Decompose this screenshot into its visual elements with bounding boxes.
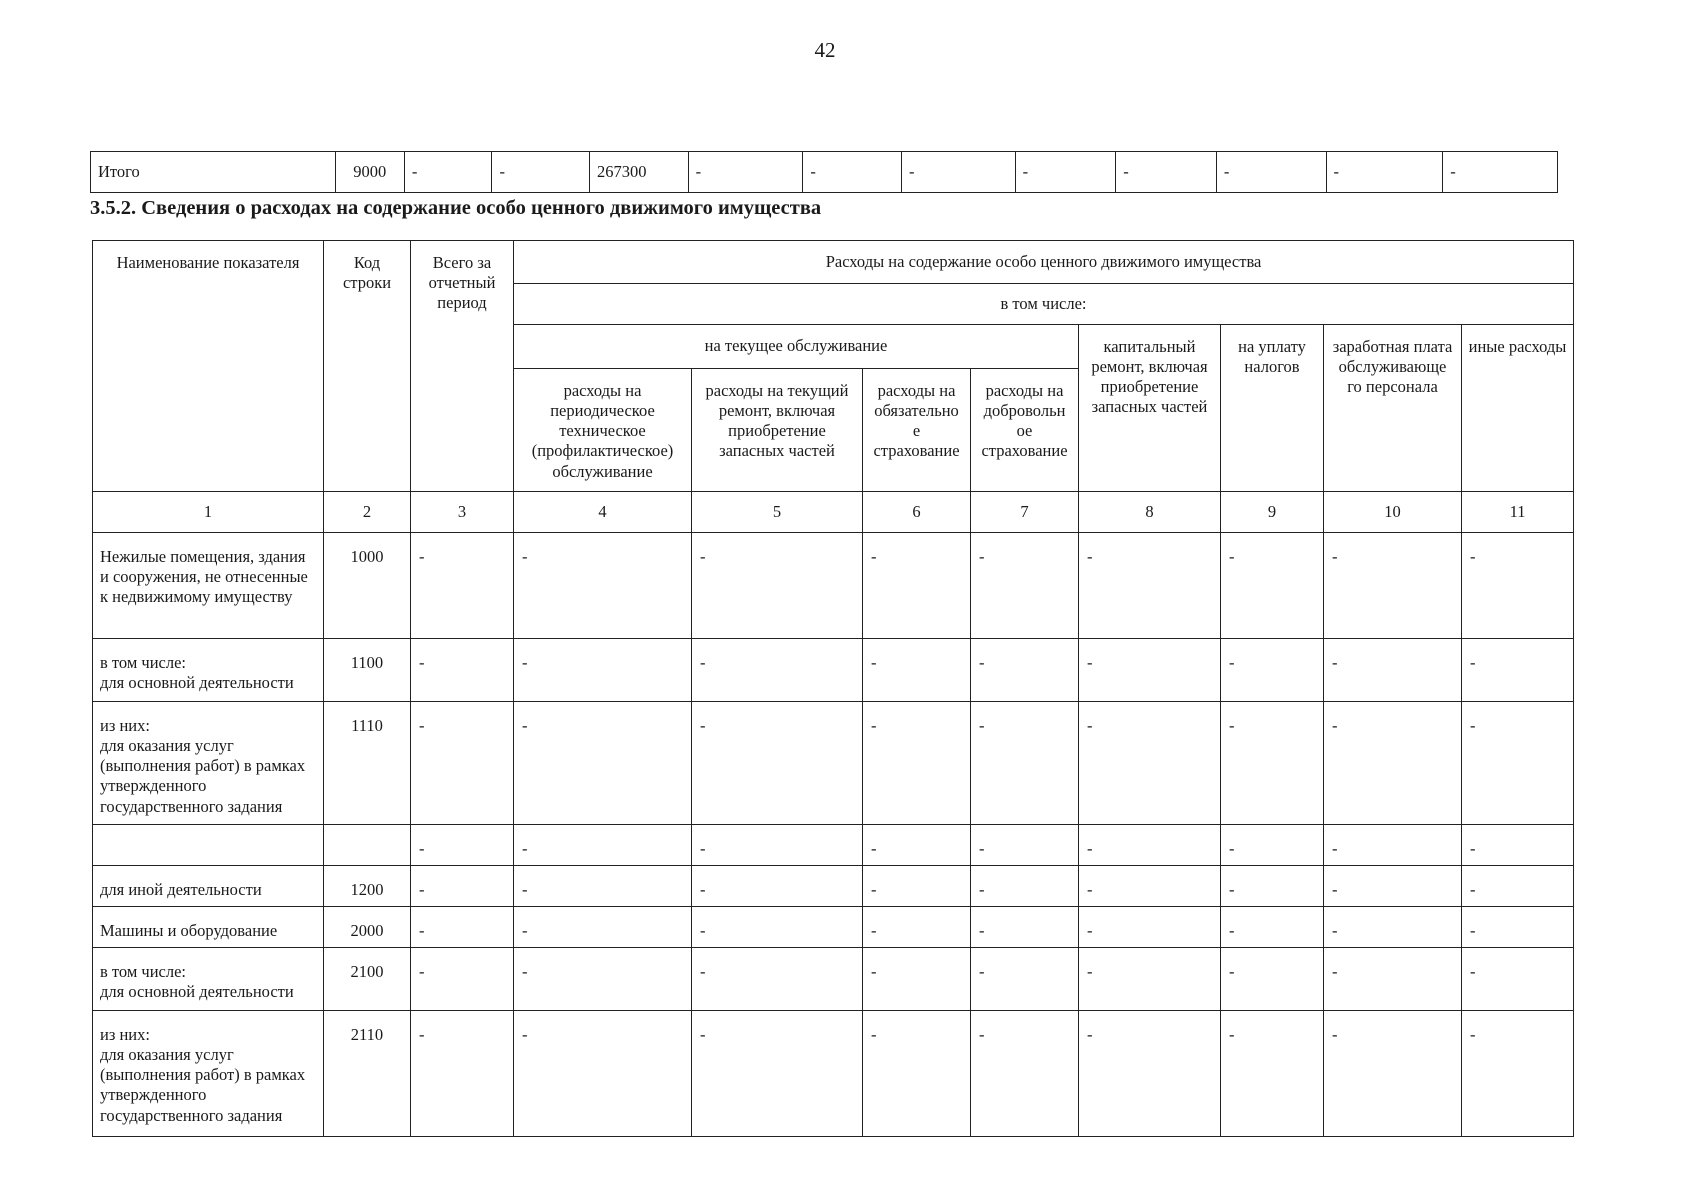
table-row: [93, 1011, 1574, 1137]
column-number: 6: [863, 492, 971, 533]
row-value: -: [1324, 948, 1462, 1011]
page-number: 42: [814, 38, 836, 62]
row-value: -: [863, 948, 971, 1011]
row-value: -: [1462, 702, 1574, 825]
itogo-cell: -: [901, 152, 1015, 193]
itogo-code: 9000: [335, 152, 404, 193]
itogo-cell: -: [1443, 152, 1558, 193]
row-value: -: [971, 1011, 1079, 1137]
row-code: 1000: [324, 533, 411, 639]
row-value: -: [1221, 907, 1324, 948]
row-value: -: [971, 907, 1079, 948]
row-value: -: [411, 533, 514, 639]
row-value: -: [1079, 1011, 1221, 1137]
row-name: из них: для оказания услуг (выполнения работ) в рамках утвержденного государственного задания: [93, 702, 324, 825]
itogo-cell: -: [404, 152, 492, 193]
itogo-cell: -: [1116, 152, 1217, 193]
row-code: 1200: [324, 866, 411, 907]
row-value: -: [1324, 533, 1462, 639]
row-value: -: [1221, 1011, 1324, 1137]
column-number: 4: [514, 492, 692, 533]
column-number: 10: [1324, 492, 1462, 533]
row-value: -: [514, 907, 692, 948]
column-number: 8: [1079, 492, 1221, 533]
row-name: из них: для оказания услуг (выполнения работ) в рамках утвержденного государственного задания: [93, 1011, 324, 1137]
row-value: -: [411, 702, 514, 825]
column-number: 7: [971, 492, 1079, 533]
table-row: [93, 702, 1574, 825]
row-value: -: [692, 1011, 863, 1137]
header-total: Всего за отчетный период: [411, 241, 514, 492]
table-row: [93, 866, 1574, 907]
row-value: -: [1221, 866, 1324, 907]
row-value: -: [514, 825, 692, 866]
row-value: -: [971, 866, 1079, 907]
row-value: -: [971, 948, 1079, 1011]
row-value: -: [1079, 948, 1221, 1011]
row-value: -: [692, 533, 863, 639]
table-body: [93, 533, 1574, 1137]
row-value: -: [1221, 533, 1324, 639]
header-code: Код строки: [324, 241, 411, 492]
row-value: -: [692, 866, 863, 907]
table-row: [93, 825, 1574, 866]
row-value: -: [1079, 866, 1221, 907]
column-number: 3: [411, 492, 514, 533]
row-value: -: [1324, 825, 1462, 866]
header-voluntary-insurance: расходы на добровольн ое страхование: [971, 369, 1079, 492]
header-capital: капитальный ремонт, включая приобретение запасных частей: [1079, 325, 1221, 492]
row-value: -: [514, 639, 692, 702]
row-value: -: [1324, 639, 1462, 702]
row-value: -: [411, 1011, 514, 1137]
itogo-label: Итого: [91, 152, 336, 193]
row-value: -: [1324, 1011, 1462, 1137]
column-number: 5: [692, 492, 863, 533]
table-row: [93, 948, 1574, 1011]
row-value: -: [1462, 825, 1574, 866]
header-taxes: на уплату налогов: [1221, 325, 1324, 492]
itogo-cell: -: [492, 152, 590, 193]
table-row: [93, 533, 1574, 639]
row-value: -: [1462, 948, 1574, 1011]
row-value: -: [863, 907, 971, 948]
row-value: -: [1079, 702, 1221, 825]
row-value: -: [1221, 702, 1324, 825]
itogo-cell: -: [1015, 152, 1116, 193]
itogo-cell: -: [1326, 152, 1443, 193]
header-other: иные расходы: [1462, 325, 1574, 492]
row-value: -: [411, 866, 514, 907]
column-numbers-row: [93, 492, 1574, 533]
row-code: 2100: [324, 948, 411, 1011]
row-value: -: [1462, 1011, 1574, 1137]
row-code: 1100: [324, 639, 411, 702]
section-title: 3.5.2. Сведения о расходах на содержание особо ценного движимого имущества: [90, 197, 822, 219]
row-code: [324, 825, 411, 866]
row-value: -: [1324, 907, 1462, 948]
row-value: -: [692, 825, 863, 866]
row-value: -: [1324, 866, 1462, 907]
row-value: -: [863, 639, 971, 702]
itogo-row: [91, 152, 1558, 193]
itogo-cell: -: [803, 152, 902, 193]
header-current: на текущее обслуживание: [514, 325, 1079, 369]
row-value: -: [971, 639, 1079, 702]
row-value: -: [1324, 702, 1462, 825]
header-including: в том числе:: [514, 284, 1574, 325]
row-value: -: [411, 948, 514, 1011]
row-value: -: [1079, 639, 1221, 702]
row-value: -: [863, 825, 971, 866]
header-periodic: расходы на периодическое техническое (профилактическое) обслуживание: [514, 369, 692, 492]
row-code: 2000: [324, 907, 411, 948]
row-value: -: [514, 533, 692, 639]
header-repair: расходы на текущий ремонт, включая приобретение запасных частей: [692, 369, 863, 492]
row-value: -: [692, 639, 863, 702]
header-name: Наименование показателя: [93, 241, 324, 492]
row-value: -: [692, 702, 863, 825]
row-value: -: [863, 866, 971, 907]
row-value: -: [1462, 639, 1574, 702]
row-value: -: [971, 825, 1079, 866]
row-value: -: [971, 533, 1079, 639]
row-value: -: [514, 948, 692, 1011]
itogo-cell: 267300: [590, 152, 689, 193]
column-number: 1: [93, 492, 324, 533]
row-value: -: [1221, 825, 1324, 866]
expenses-table: [92, 240, 1574, 1137]
row-value: -: [1079, 533, 1221, 639]
row-name: в том числе: для основной деятельности: [93, 948, 324, 1011]
row-name: в том числе: для основной деятельности: [93, 639, 324, 702]
row-value: -: [514, 702, 692, 825]
table-row: [93, 907, 1574, 948]
row-name: для иной деятельности: [93, 866, 324, 907]
row-value: -: [863, 533, 971, 639]
row-value: -: [692, 948, 863, 1011]
row-value: -: [411, 825, 514, 866]
row-value: -: [1462, 533, 1574, 639]
itogo-table: [90, 151, 1558, 193]
row-name: [93, 825, 324, 866]
header-mandatory-insurance: расходы на обязательно е страхование: [863, 369, 971, 492]
row-value: -: [1221, 948, 1324, 1011]
row-code: 1110: [324, 702, 411, 825]
row-value: -: [1079, 907, 1221, 948]
row-value: -: [1079, 825, 1221, 866]
row-value: -: [1462, 866, 1574, 907]
row-value: -: [1221, 639, 1324, 702]
itogo-cell: -: [1216, 152, 1326, 193]
header-salary: заработная плата обслуживающе го персонала: [1324, 325, 1462, 492]
header-expenses: Расходы на содержание особо ценного движимого имущества: [514, 241, 1574, 284]
column-number: 9: [1221, 492, 1324, 533]
row-value: -: [514, 1011, 692, 1137]
row-value: -: [863, 702, 971, 825]
row-value: -: [1462, 907, 1574, 948]
column-number: 2: [324, 492, 411, 533]
row-value: -: [411, 907, 514, 948]
row-code: 2110: [324, 1011, 411, 1137]
column-number: 11: [1462, 492, 1574, 533]
row-value: -: [971, 702, 1079, 825]
row-name: Машины и оборудование: [93, 907, 324, 948]
row-value: -: [863, 1011, 971, 1137]
row-value: -: [411, 639, 514, 702]
row-value: -: [514, 866, 692, 907]
table-row: [93, 639, 1574, 702]
row-value: -: [692, 907, 863, 948]
itogo-cell: -: [688, 152, 803, 193]
row-name: Нежилые помещения, здания и сооружения, не отнесенные к недвижимому имуществу: [93, 533, 324, 639]
